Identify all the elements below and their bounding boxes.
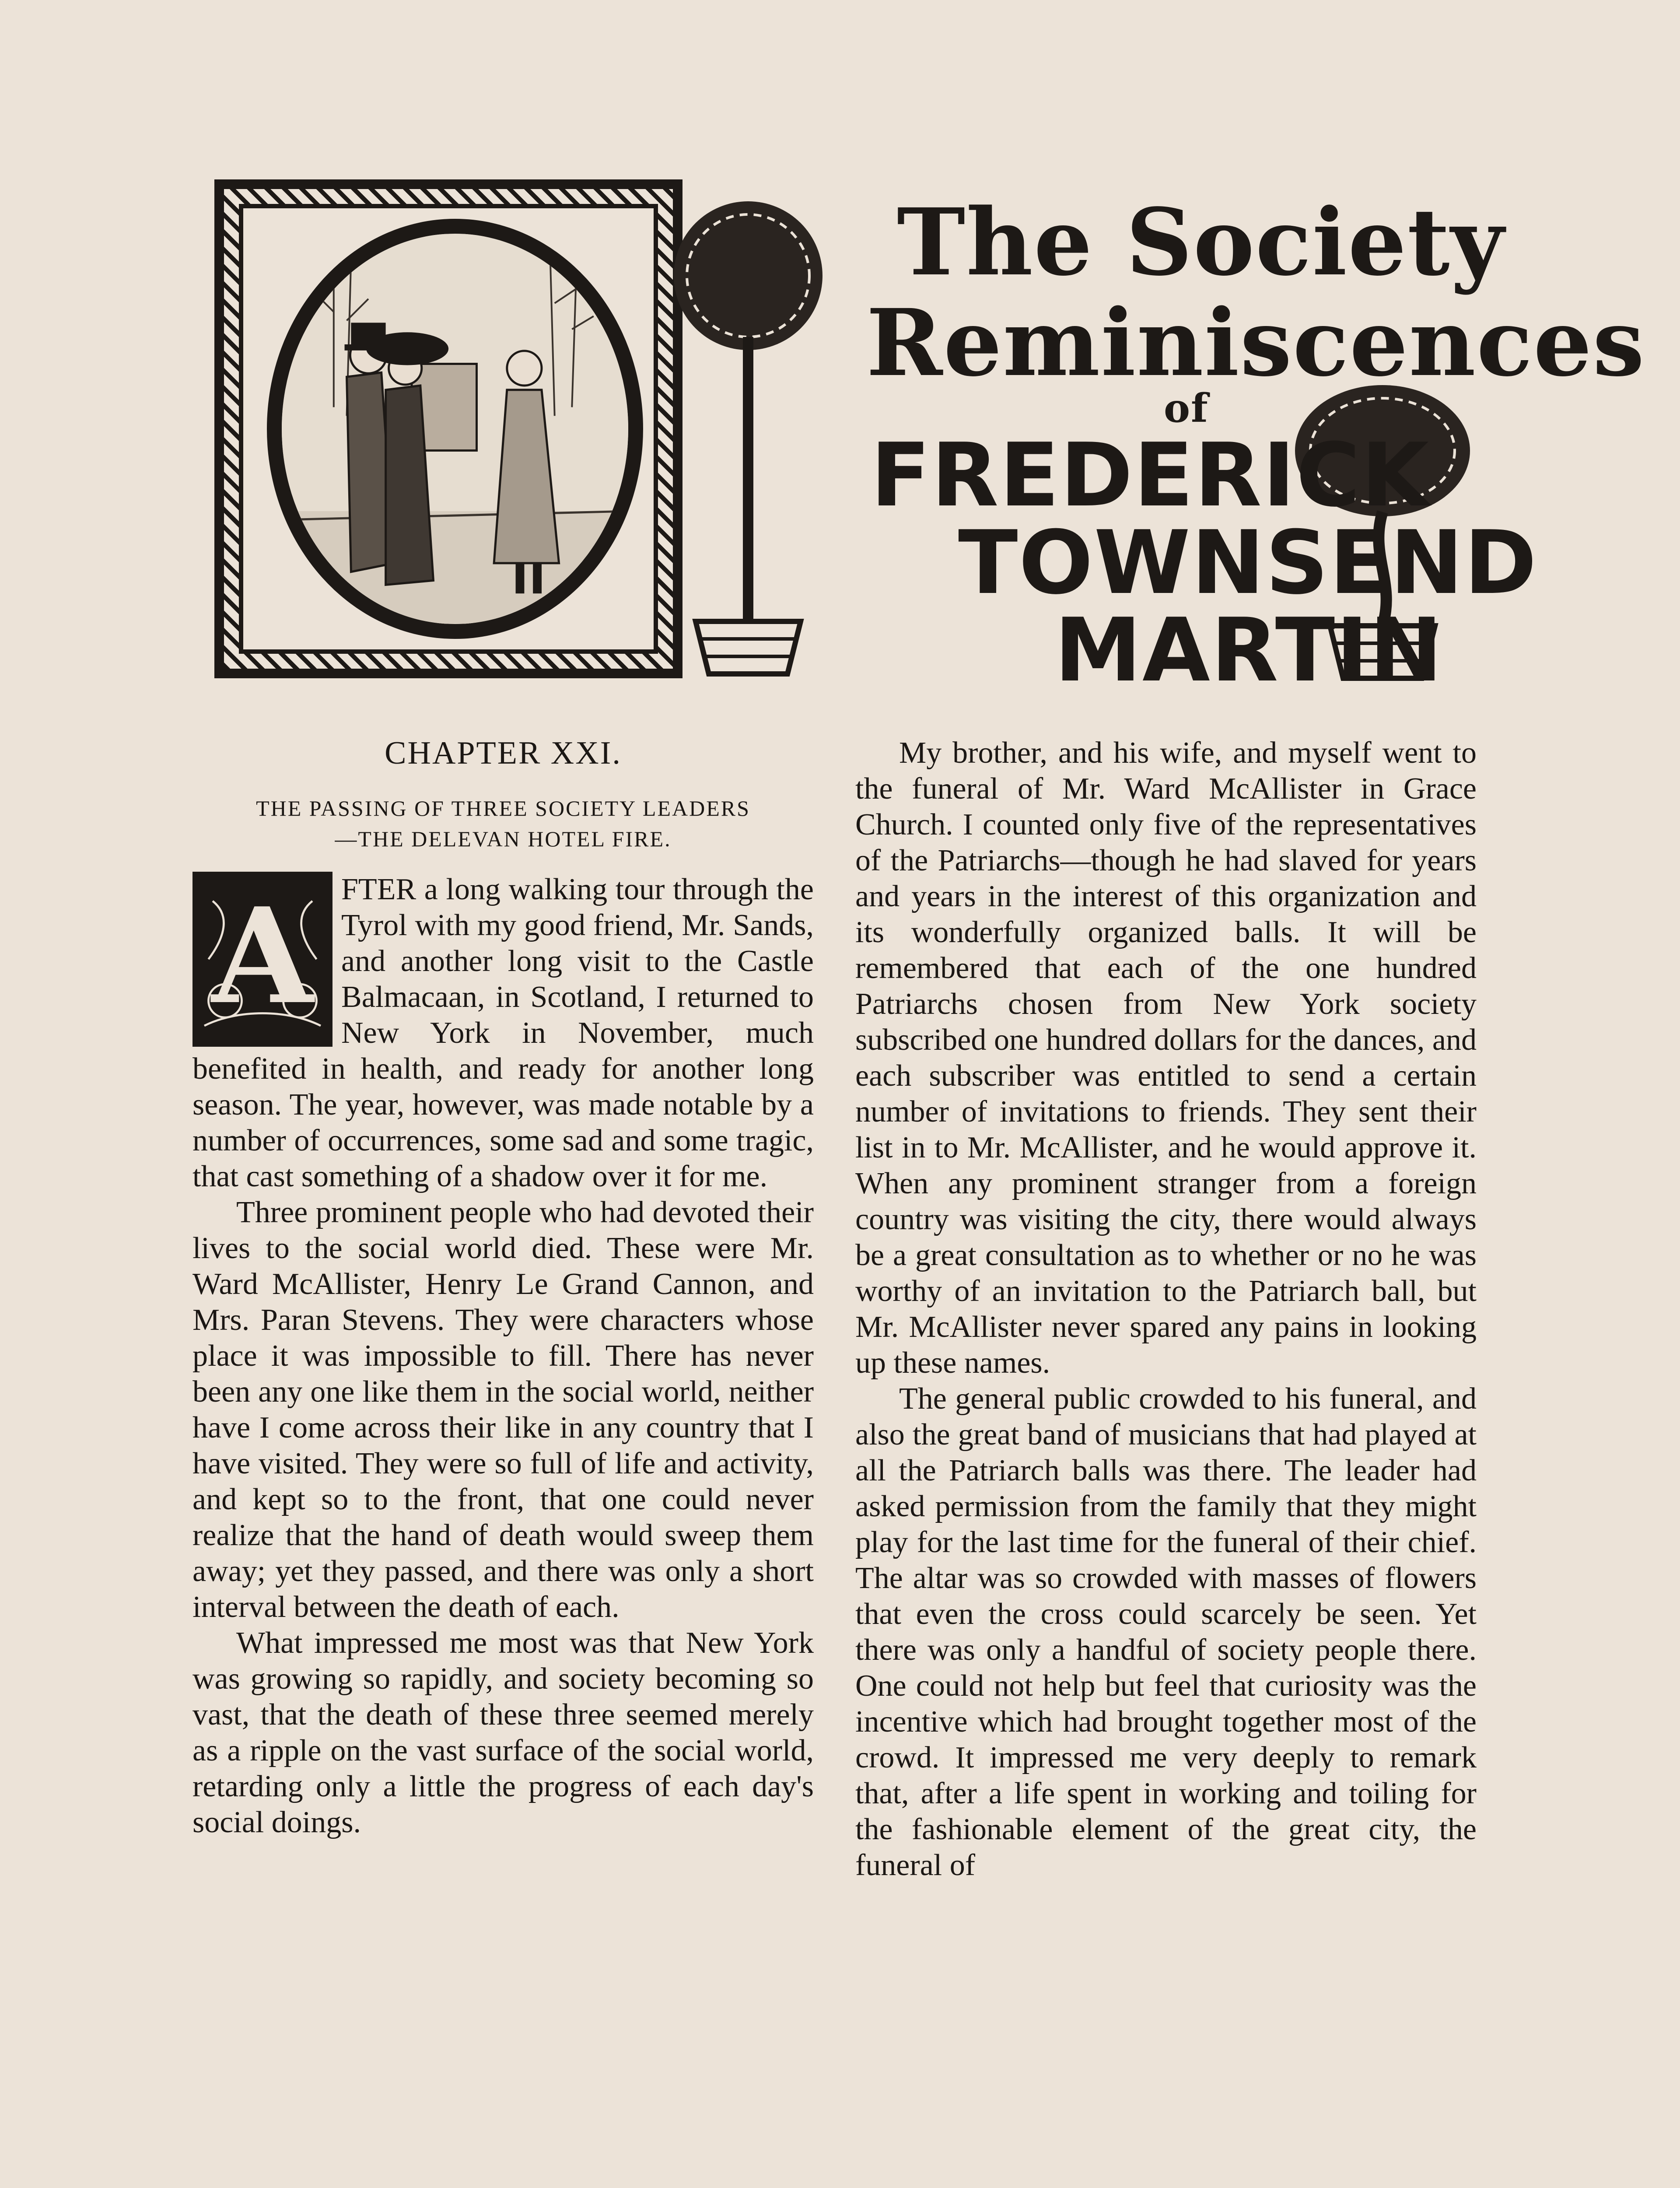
title-lettering	[862, 179, 1645, 701]
left-column	[192, 735, 814, 1841]
left-tree-ornament	[656, 188, 840, 678]
paragraph-4: My brother, and his wife, and myself went to the funeral of Mr. Ward McAllister in Grace Church. I counted only five of the representatives of the Patriarchs—though he had slaved for years and years in the interest of this organization and its wonderfully organized balls. It will be remembered that each of the one hundred Patriarchs chosen from New York society subscribed one hundred dollars for the dances, and each subscriber was entitled to send a certain number of invitations to friends. They sent their list in to Mr. McAllister, and he would approve it. When any prominent stranger from a foreign country was visiting the city, there would always be a great consultation as to whether or no he was worthy of an invitation to the Patriarch ball, but Mr. McAllister never spared any pains in looking up these names.	[855, 736, 1477, 1380]
dropcap-ornament	[192, 872, 332, 1047]
paragraph-1: FTER a long walking tour through the Tyrol with my good friend, Mr. Sands, and another long visit to the Castle Balmacaan, in Scotland, I returned to New York in November, much benefited in health, and ready for another long season. The year, however, was made notable by a number of occurrences, some sad and some tragic, that cast something of a shadow over it for me.	[192, 873, 814, 1193]
title-line-4: FREDERICK	[871, 424, 1430, 526]
paragraph-2: Three prominent people who had devoted their lives to the social world died. These were Mr. Ward McAllister, Henry Le Grand Cannon, and Mrs. Paran Stevens. They were characters whose place it was impossible to fill. There has never been any one like them in the social world, neither have I come across their like in any country that I have visited. They were so full of life and activity, and kept so to the front, that one could never realize that the hand of death would sweep them away; yet they passed, and there was only a short interval between the death of each.	[192, 1196, 814, 1624]
chapter-subtitle-line-2: —THE DELEVAN HOTEL FIRE.	[335, 827, 672, 851]
title-line-2: Reminiscences	[866, 289, 1645, 397]
chapter-subtitle-line-1: THE PASSING OF THREE SOCIETY LEADERS	[256, 796, 750, 820]
title-line-3: of	[1164, 385, 1209, 431]
title-line-6: MARTIN	[1054, 600, 1444, 701]
paragraph-3: What impressed me most was that New York was growing so rapidly, and society becoming so vast, that the death of these three seemed merely as a ripple on the vast surface of the social world, retarding only a little the progress of each day's social doings.	[192, 1626, 814, 1839]
title-banner	[214, 179, 1645, 701]
right-column	[855, 735, 1477, 1883]
title-line-1: The Society	[897, 188, 1505, 296]
chapter-subtitle	[192, 793, 814, 854]
couple-illustration	[282, 234, 628, 624]
dropcap-letter: A	[211, 879, 314, 1033]
opening-paragraph-block	[192, 872, 814, 1195]
title-line-5: TOWNSEND	[958, 512, 1538, 614]
illustration-medallion	[267, 219, 643, 639]
paragraph-5: The general public crowded to his funeral, and also the great band of musicians that had played at all the Patriarch balls was there. The leader had asked permission from the family that they might play for the last time for the funeral of their chief. The altar was so crowded with masses of flowers that even the cross could scarcely be seen. Yet there was only a handful of society people there. One could not help but feel that curiosity was the incentive which had brought together most of the crowd. It impressed me very deeply to remark that, after a life spent in working and toiling for the fashionable element of the great city, the funeral of	[855, 1382, 1477, 1882]
chapter-number: CHAPTER XXI.	[385, 735, 622, 771]
